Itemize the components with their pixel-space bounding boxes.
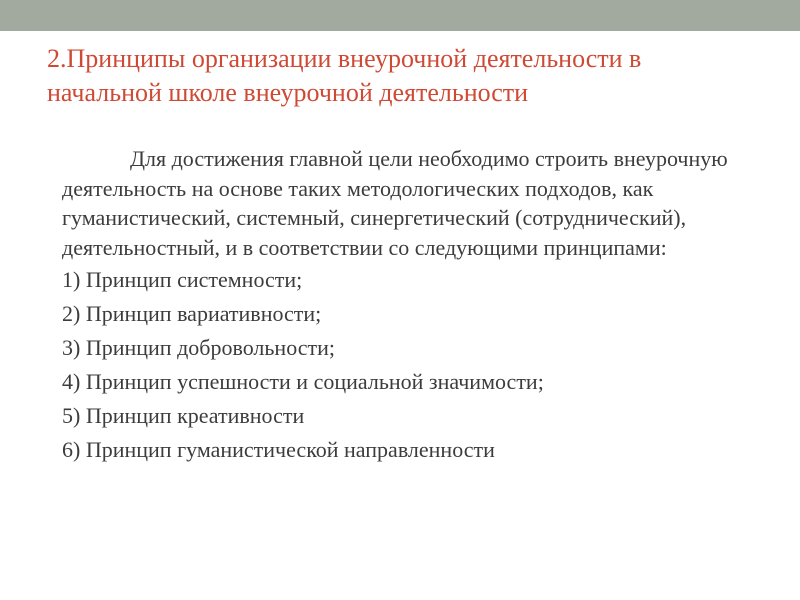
- principles-list: [62, 266, 752, 463]
- principle-item: 4) Принцип успешности и социальной значимости;: [62, 369, 544, 394]
- principle-item: 5) Принцип креативности: [62, 403, 305, 428]
- principle-item: 2) Принцип вариативности;: [62, 301, 322, 326]
- top-bar: [0, 0, 800, 31]
- principle-item: 3) Принцип добровольности;: [62, 335, 336, 360]
- intro-paragraph: Для достижения главной цели необходимо строить внеурочную деятельность на основе таких методологических подходов, как гуманистический, системный, синергетический (сотруднический), деятельностный, и в соответствии со следующими принципами:: [62, 146, 728, 260]
- slide-title: [47, 42, 767, 110]
- slide-body: [62, 144, 752, 470]
- slide-title-line-2: начальной школе внеурочной деятельности: [47, 78, 529, 107]
- principle-item: 6) Принцип гуманистической направленности: [62, 437, 495, 462]
- principle-item: 1) Принцип системности;: [62, 267, 303, 292]
- slide-title-line-1: 2.Принципы организации внеурочной деятельности в: [47, 44, 642, 73]
